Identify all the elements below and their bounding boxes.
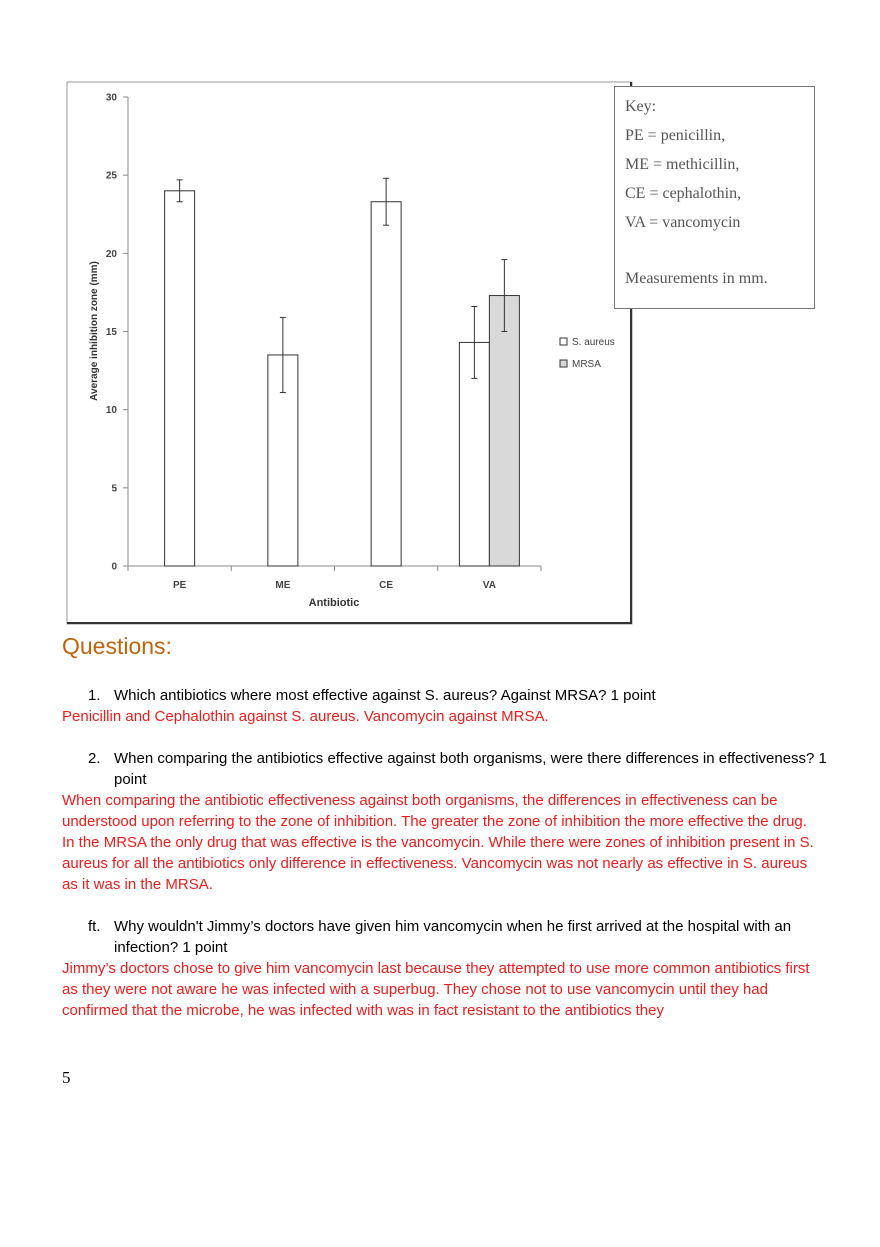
x-axis-title: Antibiotic — [308, 597, 360, 609]
answer-3: Jimmy’s doctors chose to give him vancomycin last because they attempted to use more common antibiotics first as they were not aware he was infected with a superbug. They chose not to use vancomycin until they had confirmed that the microbe, he was infected with was in fact resistant to the antibiotics they — [62, 960, 810, 1019]
key-item: VA = vancomycin — [625, 214, 741, 231]
question-text: Which antibiotics where most effective against S. aureus? Against MRSA? 1 point — [114, 687, 656, 704]
y-axis-title: Average inhibition zone (mm) — [89, 261, 100, 401]
answer-1: Penicillin and Cephalothin against S. aureus. Vancomycin against MRSA. — [62, 708, 549, 725]
x-tick-label: CE — [379, 580, 394, 591]
key-title: Key: — [625, 98, 657, 115]
page-number: 5 — [62, 1068, 71, 1087]
y-tick-label: 25 — [105, 170, 117, 182]
answer-2: When comparing the antibiotic effectiveness against both organisms, the differences in effectiveness can be understood upon referring to the zone of inhibition. The greater the zone of inhibition the more effective the drug. In the MRSA the only drug that was effective is the vancomycin. While there were zones of inhibition present in S. aureus for all the antibiotics only difference in effectiveness. Vancomycin was not nearly as effective in S. aureus as it was in the MRSA. — [62, 792, 814, 893]
key-item: PE = penicillin, — [625, 127, 726, 144]
bar-s-aureus — [165, 191, 195, 566]
x-tick-label: VA — [482, 580, 496, 591]
y-tick-label: 10 — [105, 405, 117, 417]
chart-frame — [67, 82, 632, 624]
question-2 — [88, 748, 828, 790]
question-number: 1. — [88, 687, 101, 704]
question-text: Why wouldn't Jimmy’s doctors have given him vancomycin when he first arrived at the hospital with an infection? 1 point — [114, 918, 792, 956]
inhibition-zone-chart — [66, 81, 633, 625]
bar-mrsa — [489, 296, 519, 566]
y-tick-label: 20 — [105, 248, 117, 260]
y-tick-label: 5 — [111, 483, 117, 495]
key-item: ME = methicillin, — [625, 156, 740, 173]
questions-heading: Questions: — [62, 633, 172, 659]
question-number: ft. — [88, 918, 101, 935]
key-box — [614, 86, 815, 309]
x-tick-label: PE — [172, 580, 187, 591]
legend-label: S. aureus — [572, 337, 615, 348]
bar-s-aureus — [371, 202, 401, 566]
key-item: CE = cephalothin, — [625, 185, 742, 202]
y-tick-label: 0 — [111, 561, 117, 573]
question-text: When comparing the antibiotics effective against both organisms, were there differences in effectiveness? 1 point — [114, 750, 827, 788]
question-1 — [88, 685, 828, 706]
legend-swatch — [560, 360, 567, 367]
question-3 — [88, 916, 828, 958]
key-note: Measurements in mm. — [625, 270, 768, 287]
x-tick-label: ME — [275, 580, 291, 591]
y-tick-label: 15 — [105, 327, 117, 338]
legend-swatch — [560, 338, 567, 345]
question-number: 2. — [88, 750, 101, 767]
legend-label: MRSA — [572, 359, 601, 370]
y-tick-label: 30 — [105, 92, 117, 104]
